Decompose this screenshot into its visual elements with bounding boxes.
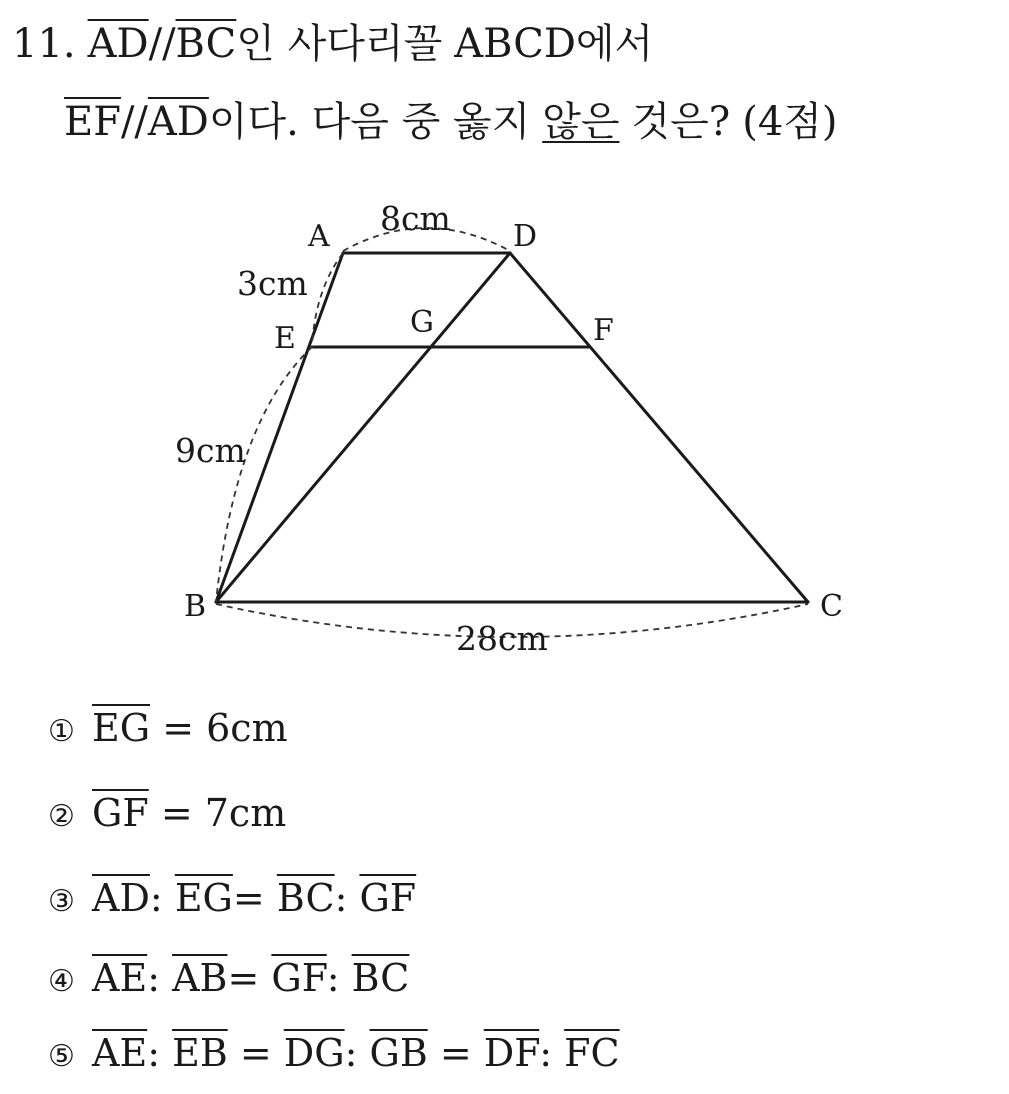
length-bc: 28cm: [456, 619, 548, 658]
choice-text: :: [147, 1031, 173, 1075]
label-f: F: [593, 313, 614, 348]
segment: $\overline{EG}$: [174, 876, 233, 920]
label-a: A: [308, 219, 330, 254]
segment: $\overline{GB}$: [369, 1031, 428, 1075]
segment: $\overline{EB}$: [172, 1031, 228, 1075]
choice-text: =: [227, 1031, 284, 1075]
segment-bc: $\overline{BC}$: [175, 21, 237, 67]
label-g: G: [410, 305, 434, 340]
points-label: (4점): [742, 99, 838, 145]
question-text: 이다. 다음 중 옳지: [208, 99, 531, 145]
choice-1[interactable]: [48, 705, 288, 755]
choice-text: :: [344, 1031, 370, 1075]
choice-2[interactable]: [48, 790, 286, 840]
segment: $\overline{GF}$: [271, 956, 327, 1000]
segment: $\overline{GF}$: [92, 791, 149, 835]
label-c: C: [820, 589, 843, 624]
choice-text: =: [227, 956, 272, 1000]
choice-text: = 7cm: [148, 791, 287, 835]
choice-text: :: [539, 1031, 565, 1075]
choice-text: = 6cm: [150, 706, 288, 750]
choice-3[interactable]: [48, 875, 416, 925]
segment-ef: $\overline{EF}$: [64, 99, 121, 145]
choice-number: ③: [48, 884, 75, 919]
segment: $\overline{BC}$: [276, 876, 335, 920]
length-ae: 3cm: [237, 264, 308, 303]
choice-4[interactable]: [48, 955, 409, 1005]
question-text: 것은?: [631, 99, 731, 145]
segment: $\overline{DG}$: [283, 1031, 345, 1075]
choice-text: :: [149, 876, 175, 920]
segment: $\overline{AB}$: [172, 956, 228, 1000]
label-e: E: [274, 321, 296, 356]
segment-dc-line: [510, 253, 808, 602]
choice-text: =: [427, 1031, 484, 1075]
choice-number: ④: [48, 964, 75, 999]
question-number: 11.: [12, 21, 76, 67]
choice-text: :: [326, 956, 352, 1000]
question-text: 인 사다리꼴: [236, 21, 443, 67]
question-suffix: 에서: [575, 21, 654, 67]
emphasis-text: 않은: [542, 99, 620, 145]
label-b: B: [184, 589, 207, 624]
parallel-symbol: //: [148, 21, 176, 67]
segment: $\overline{AE}$: [92, 956, 148, 1000]
choice-number: ⑤: [48, 1039, 75, 1074]
shape-name: ABCD: [454, 21, 576, 67]
segment: $\overline{FC}$: [564, 1031, 620, 1075]
choice-text: :: [147, 956, 173, 1000]
segment: $\overline{AD}$: [92, 876, 150, 920]
segment-bd-line: [216, 253, 510, 602]
segment: $\overline{AE}$: [92, 1031, 148, 1075]
segment: $\overline{DF}$: [483, 1031, 540, 1075]
segment: $\overline{BC}$: [351, 956, 410, 1000]
choice-number: ②: [48, 799, 75, 834]
segment: $\overline{GF}$: [359, 876, 417, 920]
segment-ad: $\overline{AD}$: [87, 21, 149, 67]
length-eb: 9cm: [175, 431, 246, 470]
choice-text: :: [334, 876, 360, 920]
choice-5[interactable]: [48, 1030, 620, 1080]
segment: $\overline{EG}$: [92, 706, 151, 750]
segment-ad: $\overline{AD}$: [147, 99, 209, 145]
label-d: D: [513, 219, 538, 254]
choice-number: ①: [48, 714, 75, 749]
length-ad: 8cm: [380, 199, 451, 238]
parallel-symbol: //: [120, 99, 148, 145]
choice-text: =: [232, 876, 277, 920]
segment-ab-line: [216, 253, 343, 602]
